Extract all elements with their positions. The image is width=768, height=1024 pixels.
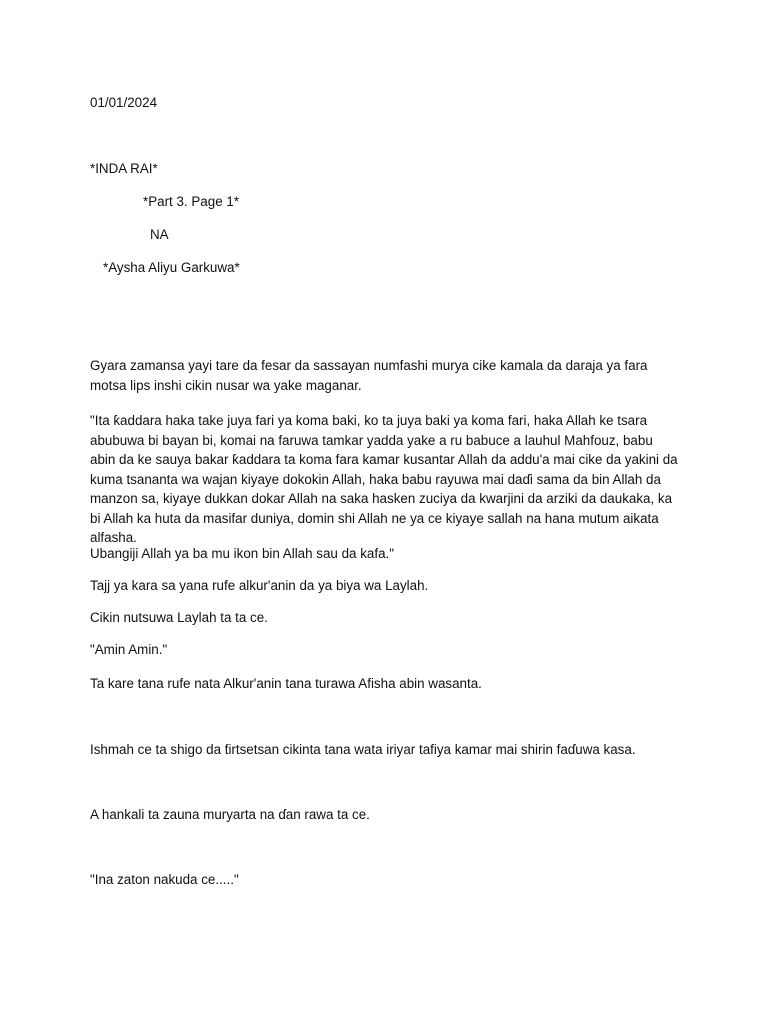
paragraph-4: Tajj ya kara sa yana rufe alkur'anin da ya biya wa Laylah.: [90, 578, 429, 593]
story-title: *INDA RAI*: [90, 161, 158, 176]
document-date: 01/01/2024: [90, 95, 158, 110]
paragraph-9: A hankali ta zauna muryarta na ɗan rawa ta ce.: [90, 807, 370, 822]
paragraph-10: "Ina zaton nakuda ce.....": [90, 872, 239, 887]
part-label: *Part 3. Page 1*: [143, 194, 240, 209]
paragraph-1: Gyara zamansa yayi tare da fesar da sassayan numfashi murya cike kamala da daraja ya fara motsa lips inshi cikin nusar wa yake maganar.: [90, 358, 648, 393]
paragraph-5: Cikin nutsuwa Laylah ta ta ce.: [90, 610, 268, 625]
paragraph-7: Ta kare tana rufe nata Alkur'anin tana turawa Afisha abin wasanta.: [90, 676, 482, 691]
author-name: *Aysha Aliyu Garkuwa*: [103, 260, 240, 275]
paragraph-2: "Ita ƙaddara haka take juya fari ya koma baki, ko ta juya baki ya koma fari, haka Allah ke tsara abubuwa bi bayan bi, komai na faruwa tamkar yadda yake a ru babuce a lauhul Mahfouz, babu abin da ke sauya bakar ƙaddara ta koma fara kamar kusantar Allah da addu'a mai cike da yakini da kuma tsananta wa wajan kiyaye dokokin Allah, haka babu rayuwa mai daɗi sama da bin Allah da manzon sa, kiyaye dukkan dokar Allah na saka hasken zuciya da kwarjini da arziki da daukaka, ka bi Allah ka huta da masifar duniya, domin shi Allah ne ya ce kiyaye sallah na hana mutum aikata alfasha.: [90, 413, 678, 545]
by-label: NA: [150, 227, 169, 242]
paragraph-8: Ishmah ce ta shigo da ƭirtsetsan cikinta tana wata iriyar tafiya kamar mai shirin faɗuwa kasa.: [90, 742, 636, 757]
paragraph-3: Ubangiji Allah ya ba mu ikon bin Allah sau da kafa.": [90, 546, 395, 561]
paragraph-6: "Amin Amin.": [90, 642, 168, 657]
